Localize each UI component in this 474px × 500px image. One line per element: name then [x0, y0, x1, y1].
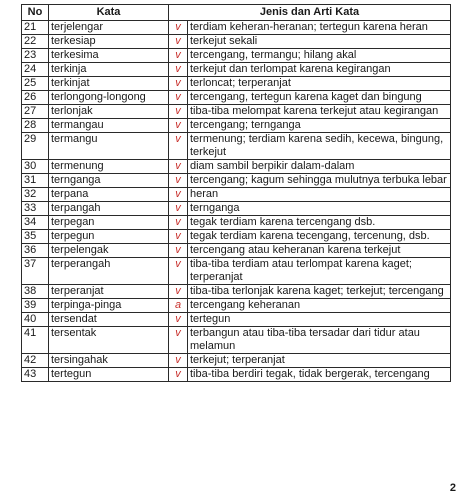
- row-word: terlonjak: [49, 105, 169, 119]
- row-word-type: v: [169, 105, 188, 119]
- row-word-type: v: [169, 188, 188, 202]
- row-number: 21: [22, 21, 49, 35]
- row-word-type: v: [169, 202, 188, 216]
- row-word: terpinga-pinga: [49, 299, 169, 313]
- row-word-type: v: [169, 174, 188, 188]
- row-word: tersendat: [49, 313, 169, 327]
- table-row: [22, 354, 451, 368]
- row-meaning: tercengang keheranan: [188, 299, 451, 313]
- row-meaning: tiba-tiba melompat karena terkejut atau kegirangan: [188, 105, 451, 119]
- row-word: tersentak: [49, 327, 169, 354]
- row-word-type: v: [169, 49, 188, 63]
- row-meaning: terkejut sekali: [188, 35, 451, 49]
- row-meaning: ternganga: [188, 202, 451, 216]
- row-word: terpelengak: [49, 244, 169, 258]
- row-number: 40: [22, 313, 49, 327]
- row-meaning: heran: [188, 188, 451, 202]
- row-word-type: v: [169, 160, 188, 174]
- row-meaning: terbangun atau tiba-tiba tersadar dari tidur atau melamun: [188, 327, 451, 354]
- table-row: [22, 258, 451, 285]
- table-row: [22, 160, 451, 174]
- row-number: 30: [22, 160, 49, 174]
- row-number: 29: [22, 133, 49, 160]
- row-word-type: v: [169, 216, 188, 230]
- row-word: ternganga: [49, 174, 169, 188]
- header-no: No: [22, 5, 49, 21]
- header-meaning: Jenis dan Arti Kata: [169, 5, 451, 21]
- row-word: terlongong-longong: [49, 91, 169, 105]
- row-word: termenung: [49, 160, 169, 174]
- row-word-type: v: [169, 77, 188, 91]
- row-number: 39: [22, 299, 49, 313]
- row-word: terkesiap: [49, 35, 169, 49]
- row-number: 22: [22, 35, 49, 49]
- row-number: 24: [22, 63, 49, 77]
- word-table: [21, 4, 451, 382]
- table-row: [22, 230, 451, 244]
- row-word: tertegun: [49, 368, 169, 382]
- row-number: 34: [22, 216, 49, 230]
- table-row: [22, 91, 451, 105]
- table-row: [22, 119, 451, 133]
- row-word-type: v: [169, 35, 188, 49]
- row-meaning: tiba-tiba terdiam atau terlompat karena kaget; terperanjat: [188, 258, 451, 285]
- row-number: 25: [22, 77, 49, 91]
- row-word-type: v: [169, 133, 188, 160]
- row-number: 41: [22, 327, 49, 354]
- row-word-type: v: [169, 327, 188, 354]
- table-row: [22, 216, 451, 230]
- table-row: [22, 327, 451, 354]
- row-word-type: v: [169, 313, 188, 327]
- row-number: 31: [22, 174, 49, 188]
- row-word-type: v: [169, 91, 188, 105]
- row-word-type: v: [169, 230, 188, 244]
- row-word: terpana: [49, 188, 169, 202]
- row-meaning: tegak terdiam karena tercengang dsb.: [188, 216, 451, 230]
- table-row: [22, 244, 451, 258]
- row-meaning: tercengang atau keheranan karena terkejut: [188, 244, 451, 258]
- row-meaning: termenung; terdiam karena sedih, kecewa, bingung, terkejut: [188, 133, 451, 160]
- row-meaning: tiba-tiba terlonjak karena kaget; terkejut; tercengang: [188, 285, 451, 299]
- page-number: 2: [449, 482, 456, 494]
- row-word: terperanjat: [49, 285, 169, 299]
- row-meaning: tercengang; ternganga: [188, 119, 451, 133]
- row-meaning: tiba-tiba berdiri tegak, tidak bergerak, tercengang: [188, 368, 451, 382]
- row-word-type: v: [169, 244, 188, 258]
- table-row: [22, 63, 451, 77]
- row-word-type: v: [169, 368, 188, 382]
- row-word: terjelengar: [49, 21, 169, 35]
- table-row: [22, 77, 451, 91]
- table-row: [22, 285, 451, 299]
- row-word-type: v: [169, 21, 188, 35]
- row-word: terpegun: [49, 230, 169, 244]
- table-row: [22, 174, 451, 188]
- row-meaning: terloncat; terperanjat: [188, 77, 451, 91]
- table-row: [22, 202, 451, 216]
- row-meaning: terkejut dan terlompat karena kegirangan: [188, 63, 451, 77]
- row-meaning: tertegun: [188, 313, 451, 327]
- row-number: 38: [22, 285, 49, 299]
- table-row: [22, 105, 451, 119]
- row-word: tersingahak: [49, 354, 169, 368]
- table-row: [22, 188, 451, 202]
- row-meaning: terkejut; terperanjat: [188, 354, 451, 368]
- header-word: Kata: [49, 5, 169, 21]
- row-word: terkinja: [49, 63, 169, 77]
- table-header-row: [22, 5, 451, 21]
- row-meaning: tegak terdiam karena tecengang, tercenung, dsb.: [188, 230, 451, 244]
- row-meaning: tercengang; kagum sehingga mulutnya terbuka lebar: [188, 174, 451, 188]
- row-number: 26: [22, 91, 49, 105]
- row-word: termangau: [49, 119, 169, 133]
- table-row: [22, 133, 451, 160]
- row-word-type: v: [169, 119, 188, 133]
- row-word-type: v: [169, 258, 188, 285]
- table-row: [22, 299, 451, 313]
- row-word: terkesima: [49, 49, 169, 63]
- row-word-type: v: [169, 354, 188, 368]
- row-number: 32: [22, 188, 49, 202]
- row-number: 23: [22, 49, 49, 63]
- row-word-type: a: [169, 299, 188, 313]
- row-meaning: tercengang, tertegun karena kaget dan bingung: [188, 91, 451, 105]
- row-number: 43: [22, 368, 49, 382]
- row-word: terpangah: [49, 202, 169, 216]
- row-word: terkinjat: [49, 77, 169, 91]
- row-word-type: v: [169, 63, 188, 77]
- row-meaning: terdiam keheran-heranan; tertegun karena heran: [188, 21, 451, 35]
- row-number: 36: [22, 244, 49, 258]
- table-row: [22, 21, 451, 35]
- row-number: 33: [22, 202, 49, 216]
- row-number: 35: [22, 230, 49, 244]
- table-row: [22, 49, 451, 63]
- row-number: 37: [22, 258, 49, 285]
- table-row: [22, 313, 451, 327]
- row-word: termangu: [49, 133, 169, 160]
- row-number: 42: [22, 354, 49, 368]
- row-meaning: diam sambil berpikir dalam-dalam: [188, 160, 451, 174]
- row-word: terperangah: [49, 258, 169, 285]
- table-row: [22, 35, 451, 49]
- row-number: 27: [22, 105, 49, 119]
- table-row: [22, 368, 451, 382]
- row-word-type: v: [169, 285, 188, 299]
- row-meaning: tercengang, termangu; hilang akal: [188, 49, 451, 63]
- row-number: 28: [22, 119, 49, 133]
- row-word: terpegan: [49, 216, 169, 230]
